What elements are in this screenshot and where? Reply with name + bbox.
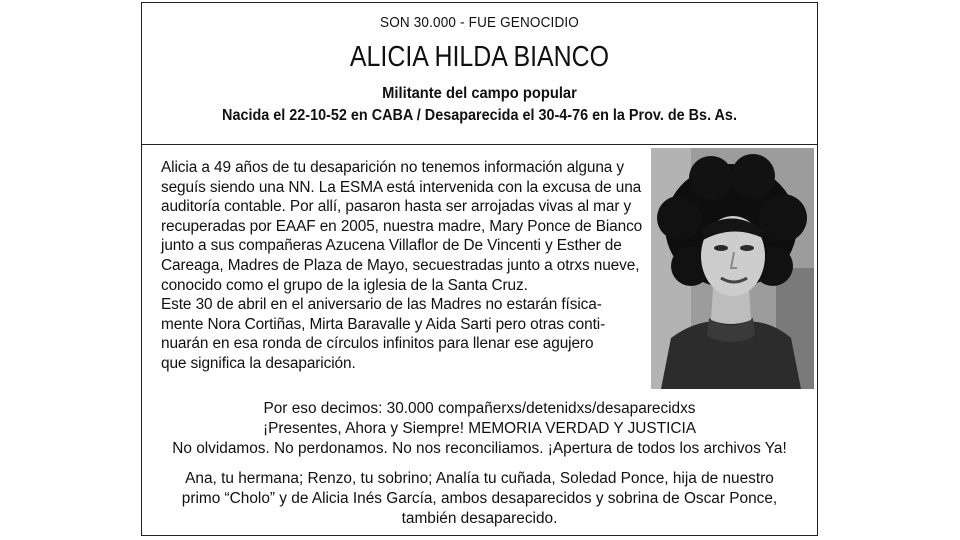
body-line: auditoría contable. Por allí, pasaron hasta ser arrojadas vivas al mar y bbox=[161, 198, 632, 216]
body-line: junto a sus compañeras Azucena Villaflor de De Vincenti y Esther de bbox=[161, 237, 622, 255]
signature-line: Ana, tu hermana; Renzo, tu sobrino; Analía tu cuñada, Soledad Ponce, hija de nuestro bbox=[185, 470, 774, 487]
body-line: conocido como el grupo de la iglesia de la Santa Cruz. bbox=[161, 276, 528, 294]
body-line: recuperadas por EAAF en 2005, nuestra madre, Mary Ponce de Bianco bbox=[161, 217, 643, 235]
body-line: nuarán en esa ronda de círculos infinitos para llenar ese agujero bbox=[161, 335, 594, 353]
body-line: mente Nora Cortiñas, Mirta Baravalle y Aida Sarti pero otras conti- bbox=[161, 315, 606, 333]
slogan-line: No olvidamos. No perdonamos. No nos reconciliamos. ¡Apertura de todos los archivos Ya! bbox=[172, 440, 787, 457]
slogans bbox=[142, 399, 817, 459]
portrait-photo-icon bbox=[651, 148, 814, 389]
slogan-line: Por eso decimos: 30.000 compañerxs/detenidxs/desaparecidxs bbox=[263, 400, 696, 417]
notice-header bbox=[142, 3, 817, 145]
subtitle: Militante del campo popular bbox=[382, 85, 577, 102]
body-text bbox=[161, 158, 641, 374]
birth-disappearance-dates: Nacida el 22-10-52 en CABA / Desaparecida el 30-4-76 en la Prov. de Bs. As. bbox=[222, 107, 737, 124]
body-line: Careaga, Madres de Plaza de Mayo, secuestradas junto a otrxs nueve, bbox=[161, 256, 640, 274]
portrait-photo bbox=[651, 148, 814, 389]
person-name: ALICIA HILDA BIANCO bbox=[349, 41, 610, 73]
body-line: Alicia a 49 años de tu desaparición no tenemos información alguna y bbox=[161, 159, 625, 176]
body-line: que significa la desaparición. bbox=[161, 354, 356, 372]
body-line: Este 30 de abril en el aniversario de las Madres no estarán física- bbox=[161, 296, 602, 314]
signature-line: también desaparecido. bbox=[401, 510, 558, 527]
supertitle: SON 30.000 - FUE GENOCIDIO bbox=[380, 14, 579, 31]
signature-line: primo “Cholo” y de Alicia Inés García, ambos desaparecidos y sobrina de Oscar Ponce, bbox=[181, 490, 778, 507]
slogan-line: ¡Presentes, Ahora y Siempre! MEMORIA VERDAD Y JUSTICIA bbox=[262, 420, 697, 437]
obituary-notice bbox=[141, 2, 818, 536]
signatures bbox=[142, 469, 817, 529]
body-line: seguís siendo una NN. La ESMA está intervenida con la excusa de una bbox=[161, 178, 642, 196]
